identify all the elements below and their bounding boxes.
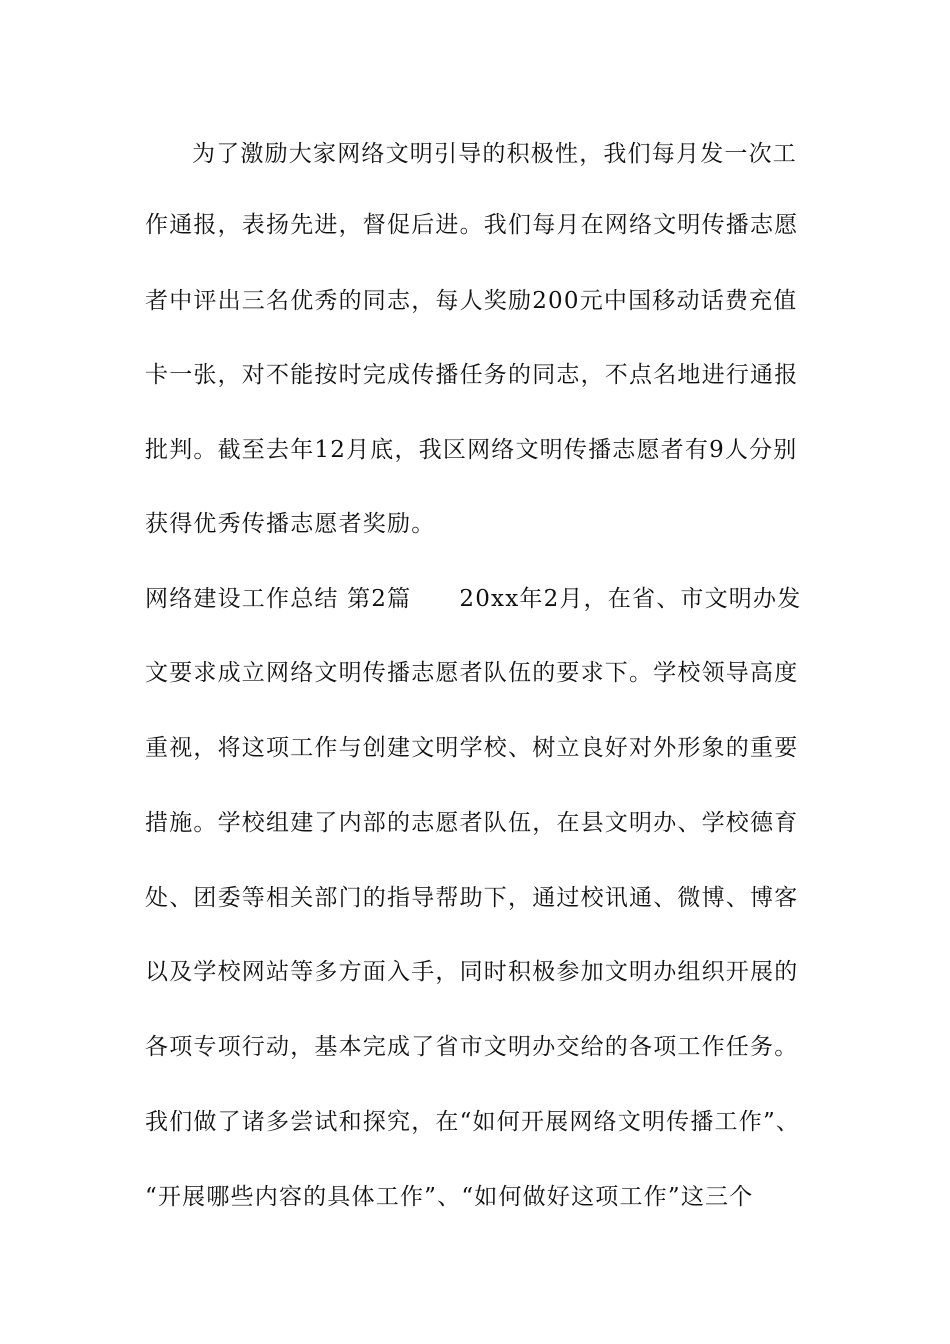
paragraph-line: 处、团委等相关部门的指导帮助下，通过校讯通、微博、博客 <box>145 885 799 911</box>
paragraph-line: 获得优秀传播志愿者奖励。 <box>145 511 436 537</box>
paragraph-line: 各项专项行动，基本完成了省市文明办交给的各项工作任务。 <box>145 1034 799 1060</box>
section-heading-line <box>145 584 815 614</box>
paragraph-line: 措施。学校组建了内部的志愿者队伍，在县文明办、学校德育 <box>145 810 799 836</box>
section-first-line: 20xx年2月，在省、市文明办发 <box>459 586 802 612</box>
paragraph-line: 为了激励大家网络文明引导的积极性，我们每月发一次工 <box>192 141 797 167</box>
paragraph-line: 者中评出三名优秀的同志，每人奖励200元中国移动话费充值 <box>145 288 798 314</box>
paragraph-line: 我们做了诸多尝试和探究，在“如何开展网络文明传播工作”、 <box>145 1109 801 1135</box>
paragraph-line: “开展哪些内容的具体工作”、“如何做好这项工作”这三个 <box>145 1184 754 1210</box>
section-heading: 网络建设工作总结 第2篇 <box>145 586 412 612</box>
paragraph-line: 批判。截至去年12月底，我区网络文明传播志愿者有9人分别 <box>145 437 798 463</box>
paragraph-line: 卡一张，对不能按时完成传播任务的同志，不点名地进行通报 <box>145 362 799 388</box>
paragraph-line: 以及学校网站等多方面入手，同时积极参加文明办组织开展的 <box>145 959 799 985</box>
paragraph-line: 作通报，表扬先进，督促后进。我们每月在网络文明传播志愿 <box>145 212 799 238</box>
paragraph-line: 文要求成立网络文明传播志愿者队伍的要求下。学校领导高度 <box>145 660 799 686</box>
paragraph-line: 重视，将这项工作与创建文明学校、树立良好对外形象的重要 <box>145 735 799 761</box>
